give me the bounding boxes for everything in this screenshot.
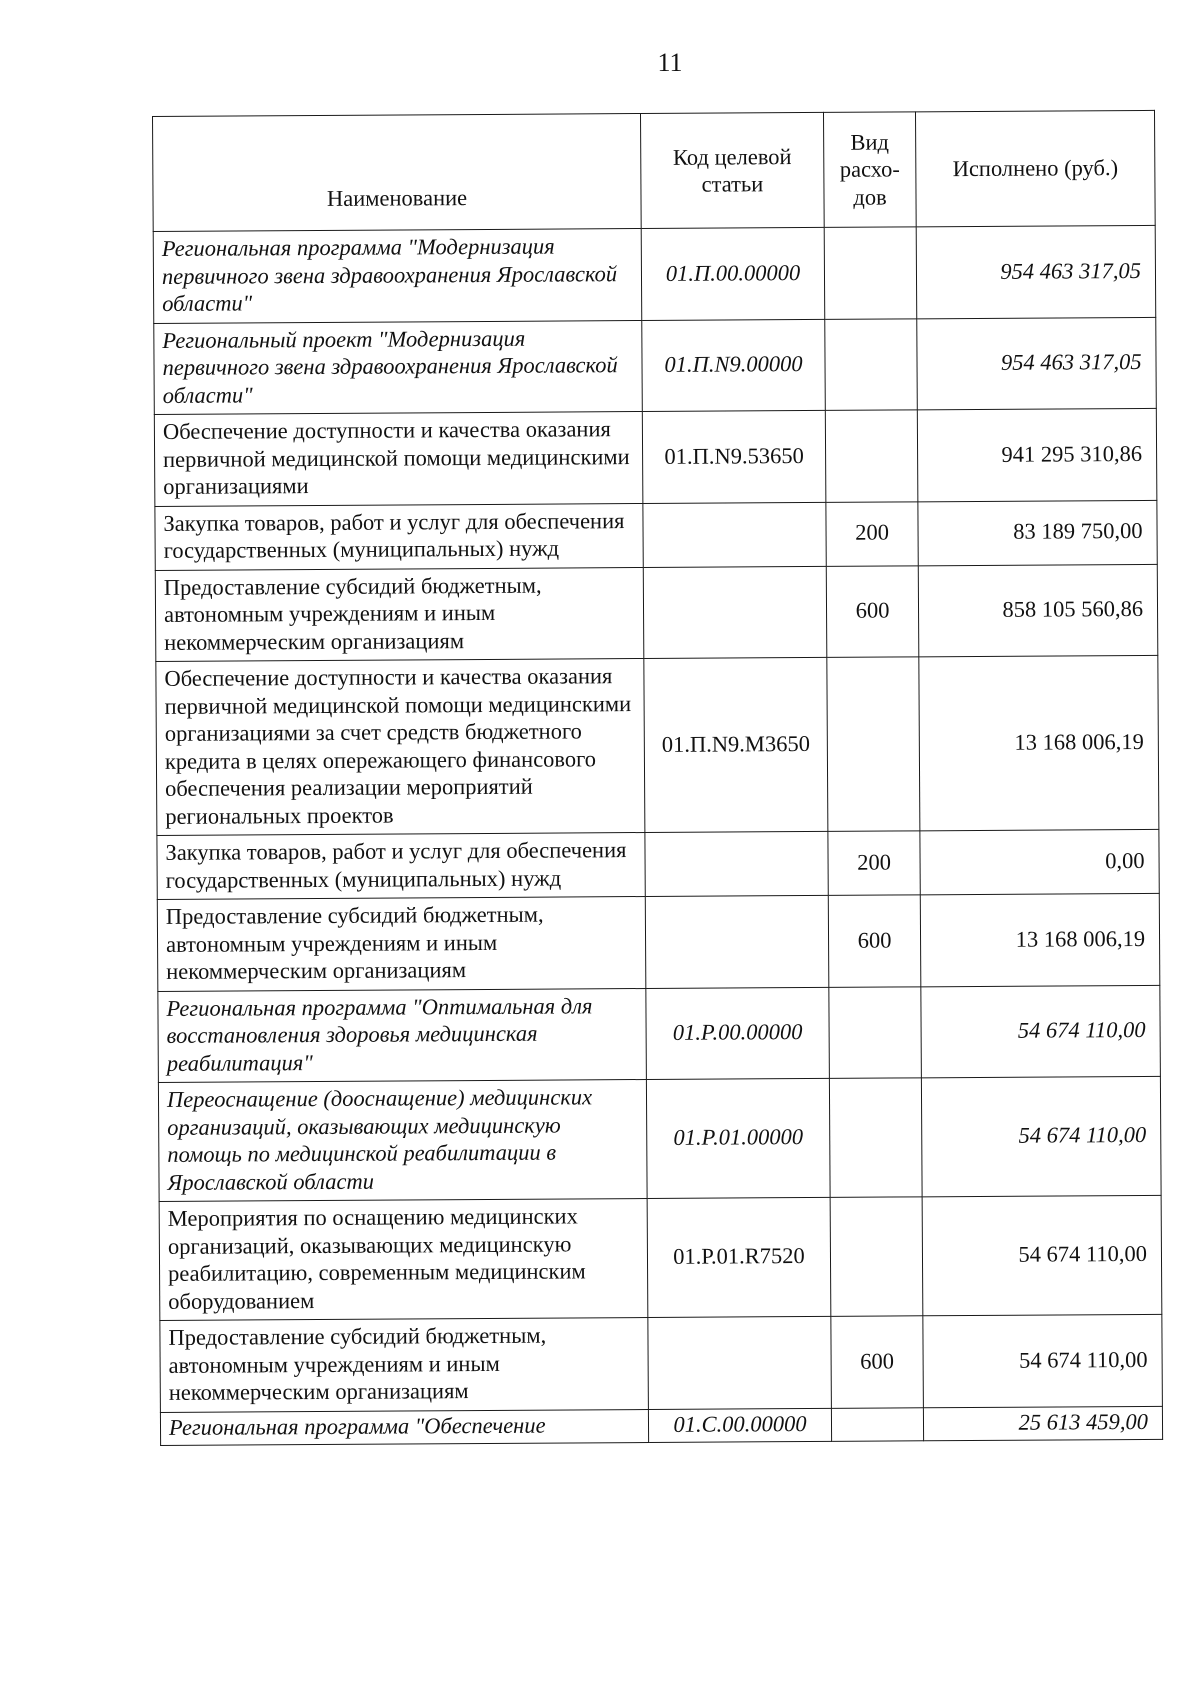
row-code bbox=[643, 566, 827, 659]
row-kind: 600 bbox=[828, 895, 921, 987]
header-name: Наименование bbox=[153, 114, 642, 232]
table-row bbox=[156, 655, 1159, 835]
row-name: Региональная программа "Оптимальная для восстановления здоровья медицинская реабилитация" bbox=[158, 988, 647, 1082]
row-kind bbox=[825, 410, 918, 502]
row-code: 01.С.00.00000 bbox=[648, 1408, 831, 1442]
row-code: 01.П.N9.53650 bbox=[642, 410, 826, 503]
row-code bbox=[645, 831, 828, 896]
row-name: Региональный проект "Модернизация первичного звена здравоохранения Ярославской области" bbox=[154, 320, 643, 414]
table-row bbox=[153, 225, 1156, 323]
page-number: 11 bbox=[657, 48, 683, 77]
row-amount: 54 674 110,00 bbox=[921, 985, 1161, 1078]
row-code: 01.Р.00.00000 bbox=[646, 987, 830, 1080]
row-name: Региональная программа "Модернизация первичного звена здравоохранения Ярославской области" bbox=[153, 229, 642, 323]
row-kind bbox=[824, 227, 917, 319]
row-code: 01.Р.01.R7520 bbox=[647, 1197, 831, 1317]
row-amount: 54 674 110,00 bbox=[921, 1076, 1161, 1196]
row-amount: 54 674 110,00 bbox=[923, 1314, 1163, 1407]
row-kind bbox=[825, 318, 918, 410]
table-header-row bbox=[153, 110, 1156, 231]
row-name: Региональная программа "Обеспечение bbox=[160, 1409, 648, 1445]
row-amount: 0,00 bbox=[920, 829, 1159, 894]
row-kind: 200 bbox=[828, 831, 920, 896]
header-code: Код целевой статьи bbox=[640, 112, 824, 228]
row-amount: 954 463 317,05 bbox=[917, 317, 1157, 410]
row-code bbox=[645, 895, 829, 988]
row-name: Предоставление субсидий бюджетным, автономным учреждениям и иным некоммерческим организациям bbox=[157, 897, 646, 991]
row-amount: 13 168 006,19 bbox=[919, 655, 1159, 830]
row-amount: 13 168 006,19 bbox=[920, 893, 1160, 986]
table-row bbox=[160, 1406, 1162, 1445]
header-amount: Исполнено (руб.) bbox=[915, 110, 1155, 226]
row-name: Мероприятия по оснащению медицинских организаций, оказывающих медицинскую реабилитацию, современным медицинским оборудованием bbox=[159, 1198, 648, 1320]
row-amount: 83 189 750,00 bbox=[918, 500, 1157, 565]
row-kind bbox=[830, 1197, 923, 1317]
row-kind bbox=[831, 1407, 923, 1441]
row-code bbox=[648, 1316, 832, 1409]
row-amount: 54 674 110,00 bbox=[922, 1195, 1162, 1315]
table-row bbox=[159, 1195, 1162, 1320]
row-code: 01.П.N9.00000 bbox=[642, 319, 826, 412]
table-row bbox=[154, 317, 1157, 415]
table-row bbox=[155, 500, 1157, 570]
row-kind bbox=[829, 986, 922, 1078]
table-row bbox=[157, 893, 1160, 991]
row-kind: 600 bbox=[826, 565, 919, 657]
row-kind bbox=[829, 1078, 922, 1198]
row-amount: 25 613 459,00 bbox=[923, 1406, 1162, 1440]
row-name: Закупка товаров, работ и услуг для обеспечения государственных (муниципальных) нужд bbox=[155, 503, 643, 570]
table-row bbox=[157, 829, 1159, 899]
row-kind: 600 bbox=[831, 1316, 924, 1408]
table-row bbox=[158, 985, 1161, 1083]
row-amount: 858 105 560,86 bbox=[918, 564, 1158, 657]
row-name: Обеспечение доступности и качества оказания первичной медицинской помощи медицинскими организациями за счет средств бюджетного кредита в целях опережающего финансового обеспечения реализации мероприятий региональных проектов bbox=[156, 659, 645, 836]
row-kind bbox=[827, 657, 920, 832]
row-code bbox=[643, 502, 826, 567]
row-amount: 954 463 317,05 bbox=[916, 225, 1156, 318]
table-row bbox=[155, 564, 1158, 662]
expenditure-table bbox=[152, 110, 1163, 1446]
row-kind: 200 bbox=[826, 501, 918, 566]
row-name: Обеспечение доступности и качества оказания первичной медицинской помощи медицинскими организациями bbox=[154, 412, 643, 506]
header-kind: Вид расхо-дов bbox=[823, 112, 916, 228]
row-name: Закупка товаров, работ и услуг для обеспечения государственных (муниципальных) нужд bbox=[157, 833, 645, 900]
table-row bbox=[158, 1076, 1161, 1201]
table-row bbox=[160, 1314, 1163, 1412]
row-code: 01.П.00.00000 bbox=[641, 227, 825, 320]
row-amount: 941 295 310,86 bbox=[917, 408, 1157, 501]
table-row bbox=[154, 408, 1157, 506]
row-code: 01.П.N9.М3650 bbox=[644, 657, 828, 832]
row-code: 01.Р.01.00000 bbox=[646, 1078, 830, 1198]
row-name: Предоставление субсидий бюджетным, автономным учреждениям и иным некоммерческим организациям bbox=[160, 1317, 649, 1411]
row-name: Переоснащение (дооснащение) медицинских организаций, оказывающих медицинскую помощь по медицинской реабилитации в Ярославской области bbox=[158, 1079, 647, 1201]
row-name: Предоставление субсидий бюджетным, автономным учреждениям и иным некоммерческим организациям bbox=[155, 567, 644, 661]
